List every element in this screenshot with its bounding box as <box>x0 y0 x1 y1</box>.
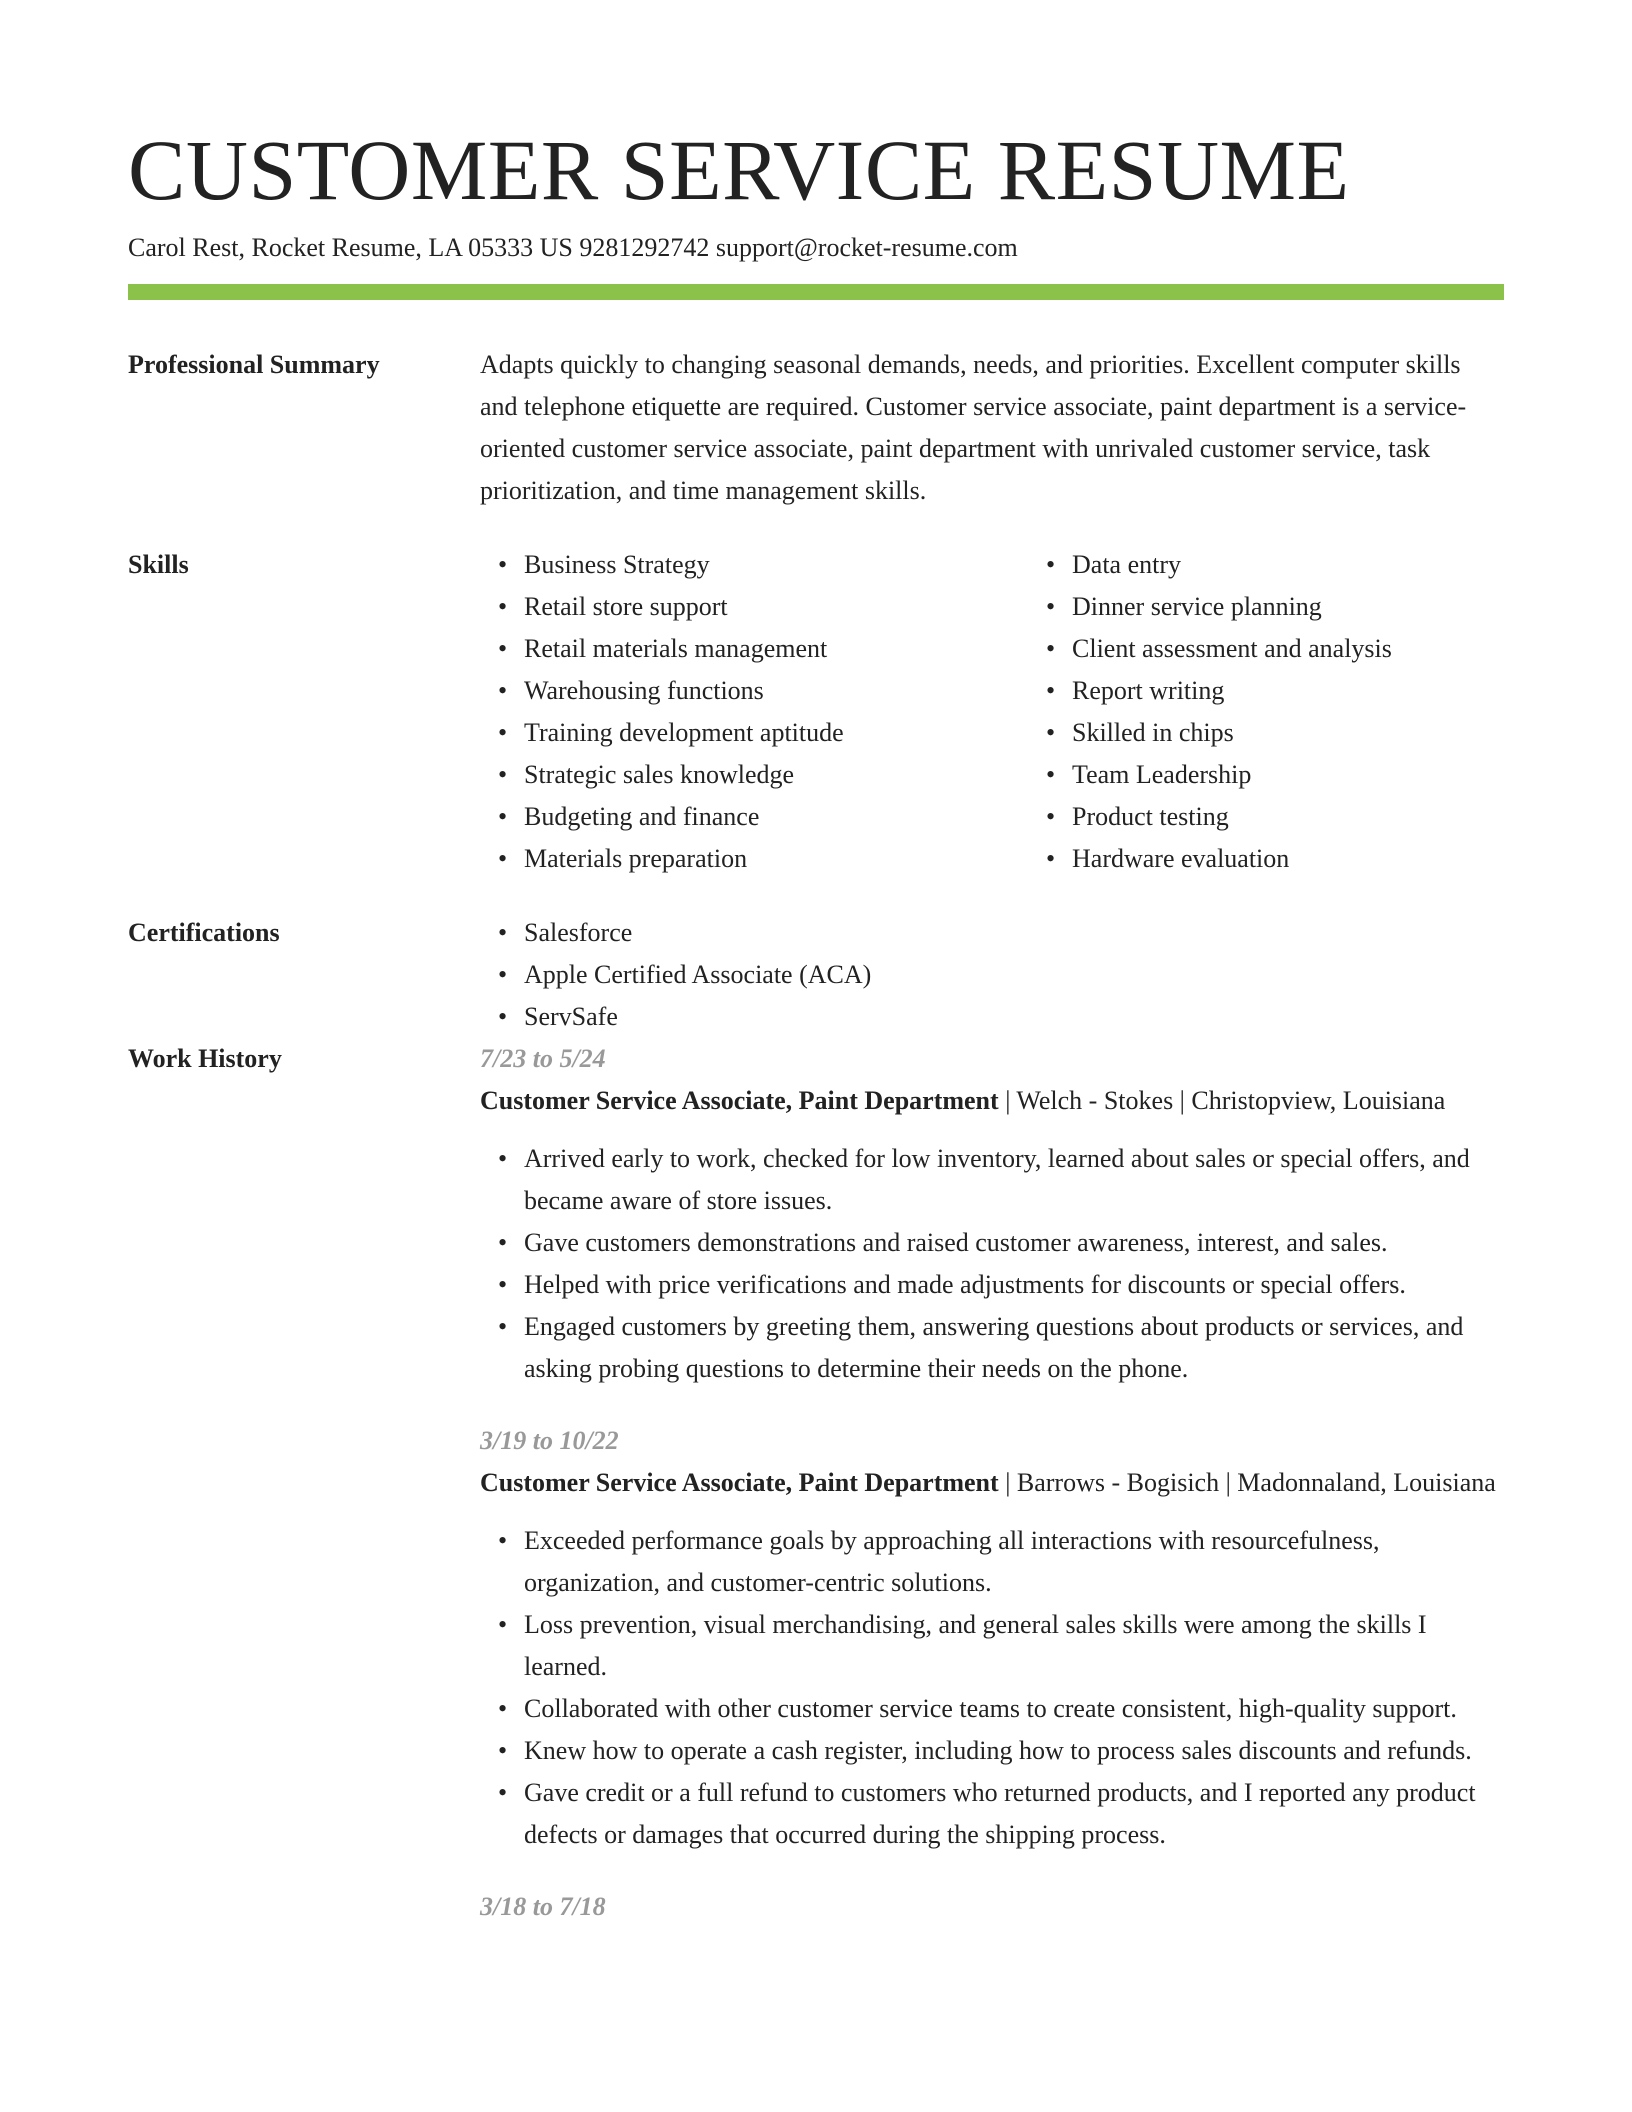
skill-label: Dinner service planning <box>1072 592 1322 621</box>
list-item <box>498 954 1504 996</box>
duty-text: Gave credit or a full refund to customers who returned products, and I reported any product defects or damages that occurred during the shipping process. <box>524 1778 1476 1849</box>
job-dates: 3/19 to 10/22 <box>480 1426 619 1455</box>
bullet-icon: • <box>498 1002 508 1031</box>
list-item <box>498 838 1028 880</box>
skills-list-right <box>1028 544 1576 880</box>
list-item <box>498 712 1028 754</box>
bullet-icon: • <box>1046 802 1056 831</box>
skill-label: Materials preparation <box>524 844 748 873</box>
job-duties-list <box>480 1138 1504 1390</box>
bullet-icon: • <box>498 1312 508 1341</box>
certification-label: Apple Certified Associate (ACA) <box>524 960 872 989</box>
summary-text: Adapts quickly to changing seasonal demands, needs, and priorities. Excellent computer skills and telephone etiquette are required. Customer service associate, paint department is a service-oriented customer service associate, paint department with unrivaled customer service, task prioritization, and time management skills. <box>480 350 1467 505</box>
duty-text: Helped with price verifications and made adjustments for discounts or special offers. <box>524 1270 1406 1299</box>
list-item <box>1046 586 1576 628</box>
list-item <box>498 796 1028 838</box>
bullet-icon: • <box>1046 592 1056 621</box>
list-item <box>498 1730 1504 1772</box>
certifications-body <box>480 912 1504 1038</box>
bullet-icon: • <box>498 1228 508 1257</box>
list-item <box>498 1520 1504 1604</box>
bullet-icon: • <box>1046 550 1056 579</box>
list-item <box>498 754 1028 796</box>
bullet-icon: • <box>498 1270 508 1299</box>
job-heading <box>480 1462 1504 1504</box>
list-item <box>498 670 1028 712</box>
work-history-section <box>128 1038 1504 1958</box>
list-item <box>498 996 1504 1038</box>
work-history-heading: Work History <box>128 1044 282 1073</box>
certifications-section <box>128 912 1504 1038</box>
skill-label: Client assessment and analysis <box>1072 634 1392 663</box>
list-item <box>498 1138 1504 1222</box>
job-entry <box>480 1886 1504 1928</box>
skill-label: Product testing <box>1072 802 1229 831</box>
skills-body <box>480 544 1576 912</box>
skill-label: Budgeting and finance <box>524 802 760 831</box>
certifications-list <box>480 912 1504 1038</box>
skill-label: Retail materials management <box>524 634 828 663</box>
bullet-icon: • <box>1046 676 1056 705</box>
skill-label: Warehousing functions <box>524 676 764 705</box>
bullet-icon: • <box>498 634 508 663</box>
bullet-icon: • <box>498 1736 508 1765</box>
bullet-icon: • <box>1046 718 1056 747</box>
skills-section <box>128 544 1504 912</box>
bullet-icon: • <box>498 718 508 747</box>
duty-text: Knew how to operate a cash register, including how to process sales discounts and refunds. <box>524 1736 1472 1765</box>
skill-label: Data entry <box>1072 550 1182 579</box>
list-item <box>498 628 1028 670</box>
list-item <box>498 912 1504 954</box>
accent-divider <box>128 284 1504 300</box>
resume-title: CUSTOMER SERVICE RESUME <box>128 122 1350 218</box>
list-item <box>1046 544 1576 586</box>
bullet-icon: • <box>498 1778 508 1807</box>
list-item <box>1046 838 1576 880</box>
duty-text: Gave customers demonstrations and raised customer awareness, interest, and sales. <box>524 1228 1388 1257</box>
skill-label: Report writing <box>1072 676 1225 705</box>
list-item <box>1046 712 1576 754</box>
job-entry <box>480 1038 1504 1390</box>
duty-text: Arrived early to work, checked for low inventory, learned about sales or special offers, and became aware of store issues. <box>524 1144 1470 1215</box>
skill-label: Retail store support <box>524 592 728 621</box>
bullet-icon: • <box>1046 634 1056 663</box>
skill-label: Strategic sales knowledge <box>524 760 795 789</box>
bullet-icon: • <box>498 760 508 789</box>
list-item <box>1046 754 1576 796</box>
job-employer-location: | Barrows - Bogisich | Madonnaland, Louisiana <box>998 1468 1496 1497</box>
duty-text: Exceeded performance goals by approaching all interactions with resourcefulness, organization, and customer-centric solutions. <box>524 1526 1380 1597</box>
duty-text: Engaged customers by greeting them, answering questions about products or services, and asking probing questions to determine their needs on the phone. <box>524 1312 1464 1383</box>
skills-columns <box>480 544 1576 880</box>
skill-label: Team Leadership <box>1072 760 1252 789</box>
list-item <box>498 1222 1504 1264</box>
skill-label: Skilled in chips <box>1072 718 1234 747</box>
skill-label: Business Strategy <box>524 550 710 579</box>
list-item <box>498 1306 1504 1390</box>
job-entry <box>480 1420 1504 1856</box>
bullet-icon: • <box>1046 760 1056 789</box>
duty-text: Loss prevention, visual merchandising, and general sales skills were among the skills I learned. <box>524 1610 1427 1681</box>
bullet-icon: • <box>498 550 508 579</box>
list-item <box>498 1604 1504 1688</box>
summary-body <box>480 344 1504 544</box>
job-role: Customer Service Associate, Paint Department <box>480 1468 999 1497</box>
list-item <box>1046 628 1576 670</box>
bullet-icon: • <box>498 676 508 705</box>
job-dates: 7/23 to 5/24 <box>480 1044 606 1073</box>
list-item <box>498 586 1028 628</box>
bullet-icon: • <box>498 802 508 831</box>
list-item <box>498 1688 1504 1730</box>
job-dates: 3/18 to 7/18 <box>480 1892 606 1921</box>
bullet-icon: • <box>498 1144 508 1173</box>
bullet-icon: • <box>498 1610 508 1639</box>
list-item <box>498 544 1028 586</box>
list-item <box>1046 796 1576 838</box>
duty-text: Collaborated with other customer service teams to create consistent, high-quality support. <box>524 1694 1457 1723</box>
certifications-heading: Certifications <box>128 918 280 947</box>
skill-label: Hardware evaluation <box>1072 844 1290 873</box>
list-item <box>498 1264 1504 1306</box>
contact-line: Carol Rest, Rocket Resume, LA 05333 US 9281292742 support@rocket-resume.com <box>128 233 1018 262</box>
job-heading <box>480 1080 1504 1122</box>
certification-label: ServSafe <box>524 1002 618 1031</box>
job-employer-location: | Welch - Stokes | Christopview, Louisiana <box>998 1086 1446 1115</box>
work-history-body <box>480 1038 1504 1958</box>
list-item <box>1046 670 1576 712</box>
list-item <box>498 1772 1504 1856</box>
bullet-icon: • <box>498 592 508 621</box>
job-duties-list <box>480 1520 1504 1856</box>
summary-section <box>128 344 1504 544</box>
summary-heading: Professional Summary <box>128 350 380 379</box>
skill-label: Training development aptitude <box>524 718 844 747</box>
bullet-icon: • <box>498 844 508 873</box>
bullet-icon: • <box>1046 844 1056 873</box>
skills-heading: Skills <box>128 550 189 579</box>
skills-list-left <box>480 544 1028 880</box>
resume-page <box>128 118 1504 1958</box>
bullet-icon: • <box>498 918 508 947</box>
job-role: Customer Service Associate, Paint Department <box>480 1086 999 1115</box>
certification-label: Salesforce <box>524 918 633 947</box>
bullet-icon: • <box>498 1694 508 1723</box>
bullet-icon: • <box>498 1526 508 1555</box>
bullet-icon: • <box>498 960 508 989</box>
